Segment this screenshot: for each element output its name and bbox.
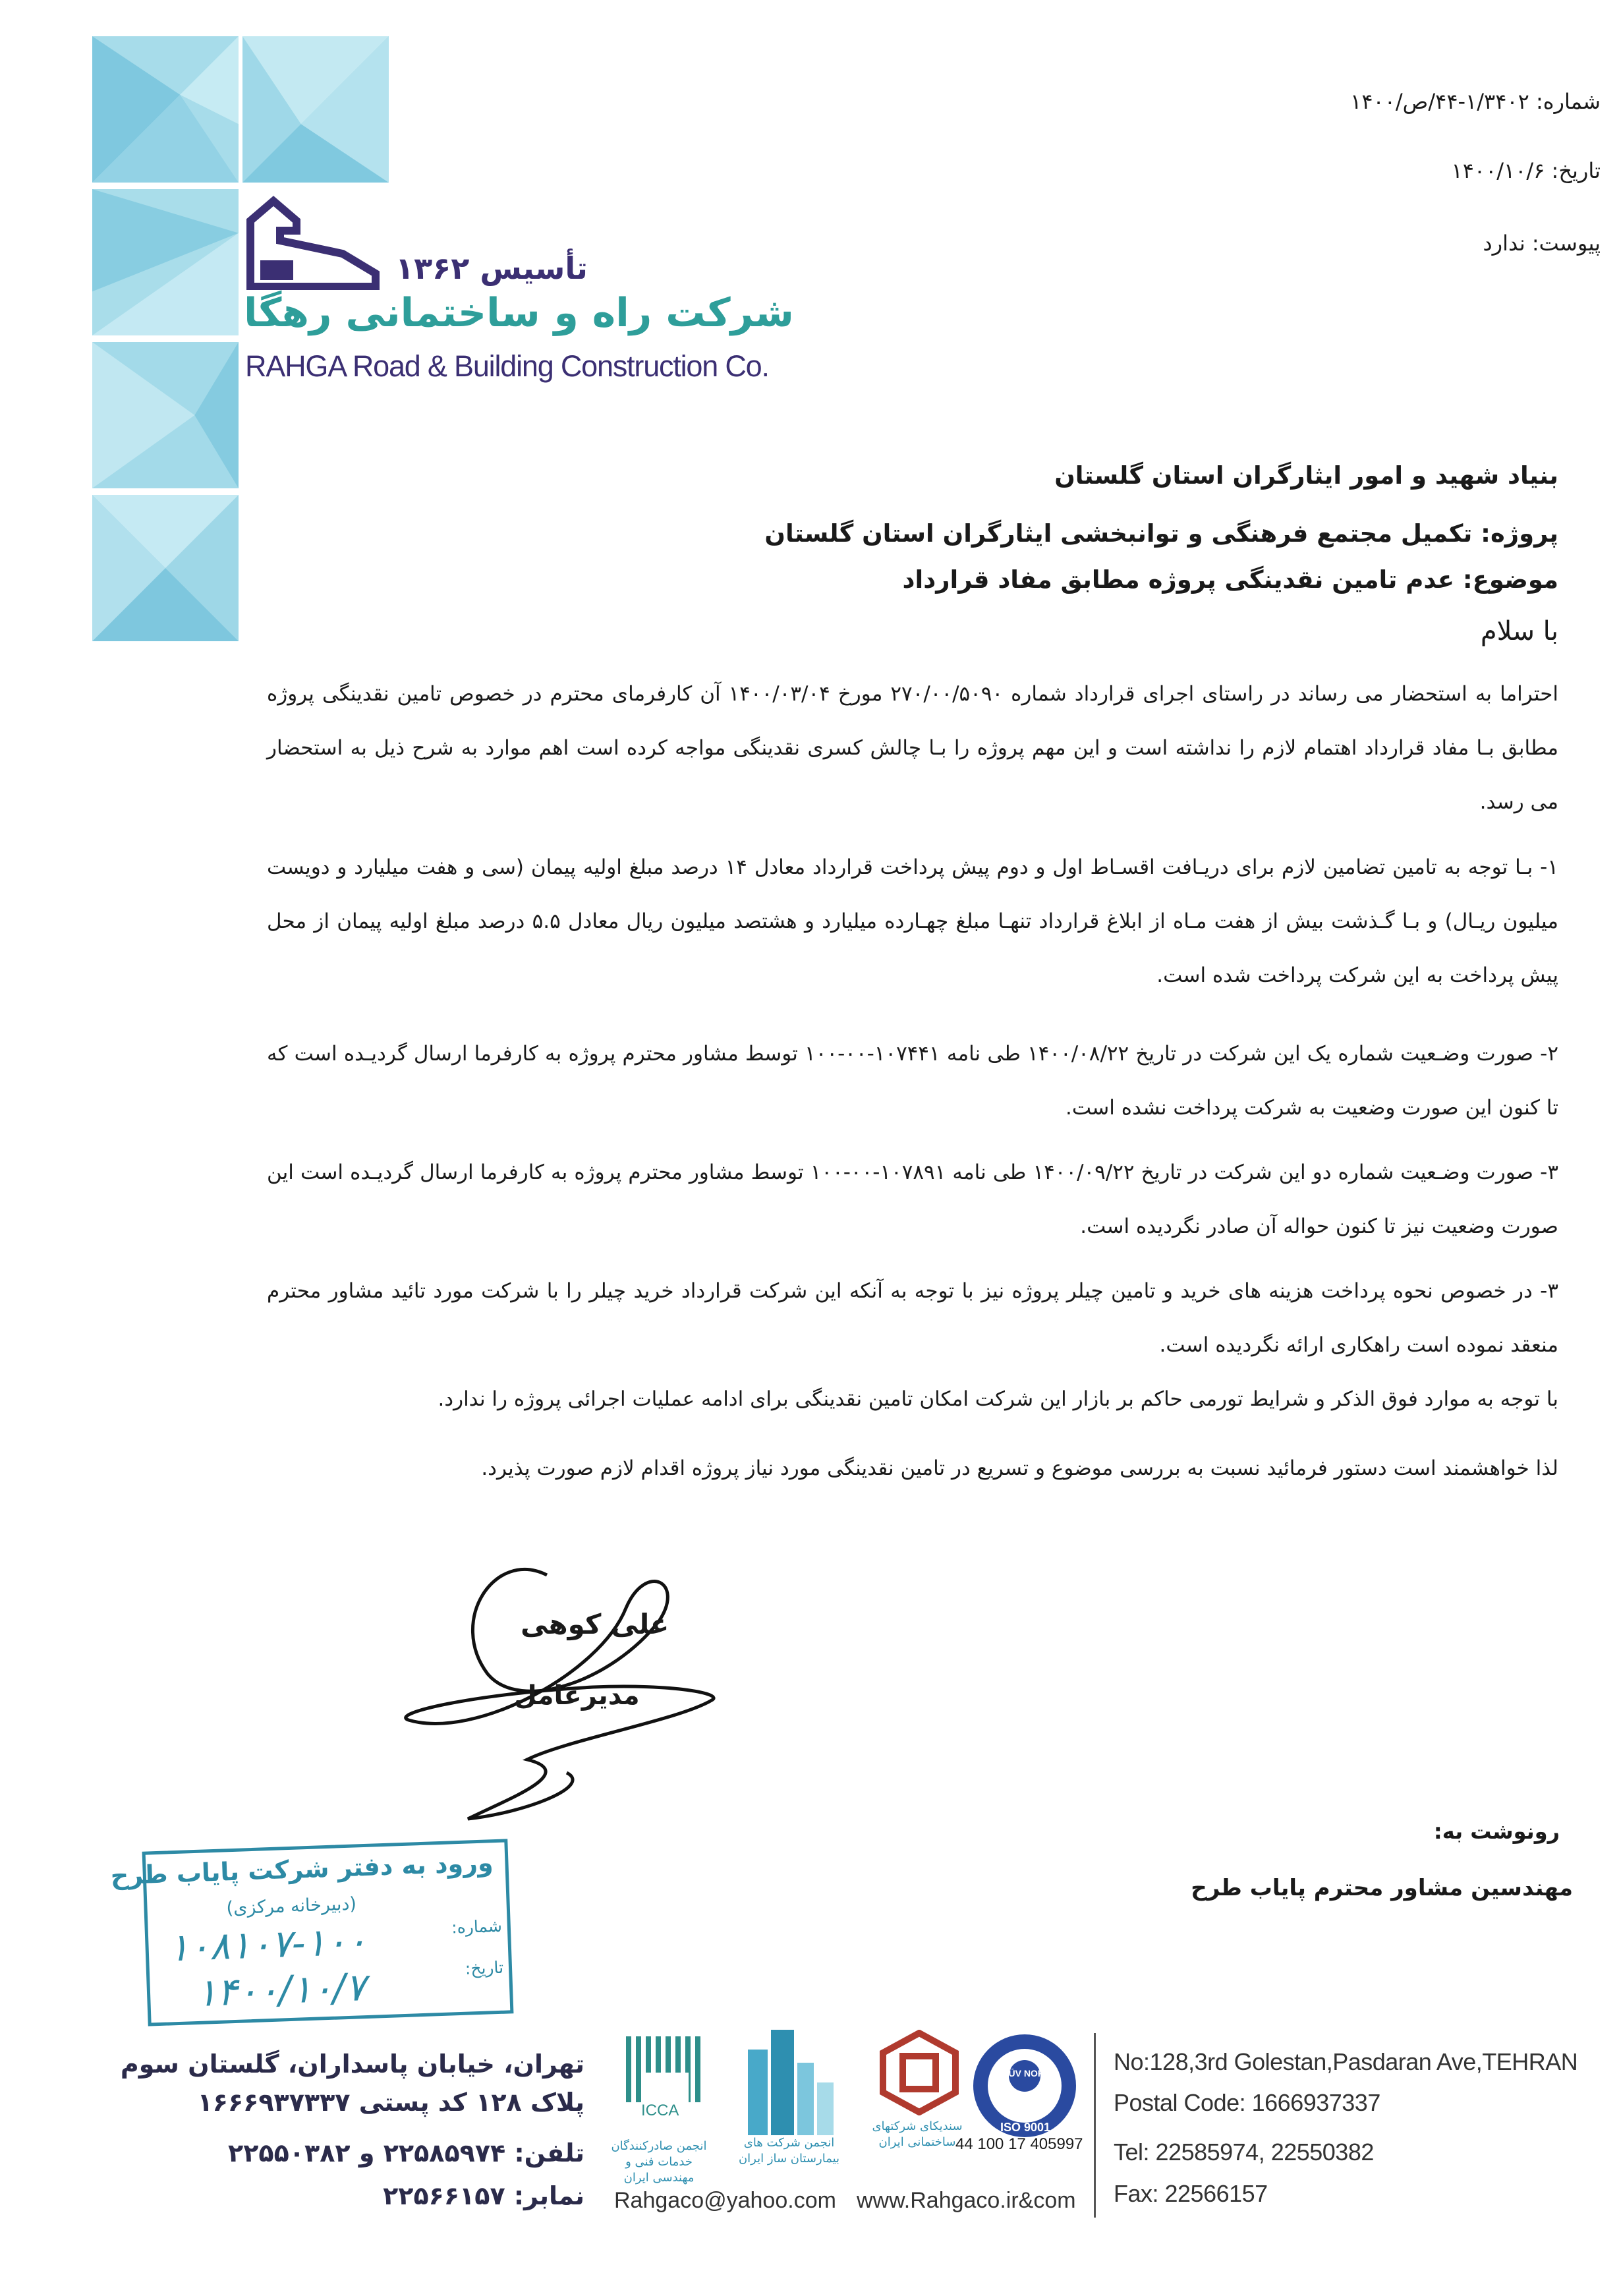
footer-postal-en: Postal Code: 1666937337	[1114, 2089, 1380, 2116]
body-item-2: ۲- صورت وضـعیت شماره یک این شرکت در تاریخ ۱۴۰۰/۰۸/۲۲ طی نامه ۱۰۷۴۴۱-۰۰-۱۰۰ توسط مشاور محترم پروژه به کارفرما ارسال گردیـده است که تا کنون این صورت وضعیت به شرکت پرداخت نشده است.	[267, 1042, 1558, 1120]
stamp-date-handwritten: ۱۴۰۰/۱۰/۷	[195, 1965, 367, 2015]
hospital-building-icon	[741, 2030, 840, 2135]
decorative-tile	[92, 342, 239, 488]
footer-fax-fa: نمابر: ۲۲۵۶۶۱۵۷	[383, 2181, 584, 2210]
greeting: با سلام	[1480, 616, 1558, 646]
closing-paragraph-2: لذا خواهشمند است دستور فرمائید نسبت به بررسی موضوع و تسریع در تامین نقدینگی مورد نیاز پروژه اقدام لازم صورت پذیرد.	[481, 1456, 1558, 1480]
footer-phone-fa: تلفن: ۲۲۵۸۵۹۷۴ و ۲۲۵۵۰۳۸۲	[228, 2138, 584, 2167]
body-intro: احتراما به استحضار می رساند در راستای اجرای قرارداد شماره ۲۷۰/۰۰/۵۰۹۰ مورخ ۱۴۰۰/۰۳/۰۴ آن کارفرمای محترم در خصوص تامین نقدینگی پروژه مطابق بـا مفاد قرارداد اهتمام لازم را نداشته است و این مهم پروژه را بـا چالش کسری نقدینگی مواجه کرده است اهم موارد به شرح ذیل به استحضار می رسد.	[267, 682, 1558, 814]
footer-association-1: انجمن صادرکنندگان خدمات فنی و مهندسی ایران	[611, 2139, 707, 2185]
footer-tel-en: Tel: 22585974, 22550382	[1114, 2138, 1374, 2166]
rahga-logo-mark-icon	[244, 194, 382, 290]
signatory-title: مدیرعامل	[514, 1680, 640, 1711]
footer-address-en: No:128,3rd Golestan,Pasdaran Ave,TEHRAN	[1114, 2048, 1578, 2075]
decorative-tile	[242, 36, 389, 183]
syndicate-emblem-icon	[876, 2030, 962, 2115]
signatory-name: علی کوهی	[521, 1608, 669, 1640]
received-stamp	[109, 1839, 514, 2026]
footer-association-3: سندیکای شرکتهای ساختمانی ایران	[872, 2119, 963, 2149]
stamp-subtitle: (دبیرخانه مرکزی)	[226, 1893, 357, 1919]
founded-year: تأسیس ۱۳۶۲	[395, 250, 588, 286]
body-item-4: ۳- در خصوص نحوه پرداخت هزینه های خرید و تامین چیلر پروژه نیز با توجه به آنکه این شرکت قرارداد خرید چیلر را با شرکت مورد تائید مشاور محترم منعقد نموده است راهکاری ارائه نگردیده است.	[267, 1279, 1558, 1357]
body-item-3: ۳- صورت وضـعیت شماره دو این شرکت در تاریخ ۱۴۰۰/۰۹/۲۲ طی نامه ۱۰۷۸۹۱-۰۰-۱۰۰ توسط مشاور محترم پروژه به کارفرما ارسال گردیـده است این صورت وضعیت نیز تا کنون حواله آن صادر نگردیده است.	[267, 1161, 1558, 1238]
footer-association-2: انجمن شرکت های بیمارستان ساز ایران	[738, 2136, 840, 2166]
cc-label: رونوشت به:	[1433, 1819, 1560, 1844]
closing-paragraph-1: با توجه به موارد فوق الذکر و شرایط تورمی حاکم بر بازار این شرکت امکان تامین نقدینگی برای ادامه عملیات اجرائی پروژه را ندارد.	[438, 1387, 1558, 1411]
letter-number: شماره: ۱/۳۴۰۲-۴۴/ص/۱۴۰۰	[1350, 89, 1601, 114]
decorative-tile	[92, 495, 239, 641]
subject-line: موضوع: عدم تامین نقدینگی پروژه مطابق مفاد قرارداد	[902, 565, 1558, 594]
icca-building-icon	[623, 2033, 708, 2106]
cc-recipient: مهندسین مشاور محترم پایاب طرح	[1191, 1875, 1573, 1901]
stamp-number-handwritten: ۱۰۸۱۰۷-۱۰۰	[167, 1918, 368, 1970]
decorative-tile	[92, 189, 239, 335]
company-name-fa: شرکت راه و ساختمانی رهگا	[244, 290, 794, 336]
body-item-1: ۱- بـا توجه به تامین تضامین لازم برای دریـافت اقسـاط اول و دوم پیش پرداخت قرارداد معادل ۱۴ درصد مبلغ اولیه پیمان (سی و هفت میلیارد و دویست میلیون ریـال) و بـا گـذشت بیش از هفت مـاه از ابلاغ قرارداد تنهـا مبلغ چهـارده میلیارد و هشتصد میلیون ریال معادل ۵.۵ درصد مبلغ اولیه پیمان از محل پیش پرداخت به این شرکت پرداخت شده است.	[267, 855, 1558, 987]
stamp-date-label: تاریخ:	[465, 1957, 504, 1978]
letter-date: تاریخ: ۱۴۰۰/۱۰/۶	[1451, 158, 1601, 183]
footer-address-fa-2: پلاک ۱۲۸ کد پستی ۱۶۶۶۹۳۷۳۳۷	[197, 2088, 584, 2117]
tuv-iso-logo: TÜV NORD ISO 9001	[969, 2030, 1081, 2142]
footer-divider	[1094, 2033, 1096, 2218]
footer-email[interactable]: Rahgaco@yahoo.com	[614, 2188, 836, 2213]
icca-logo: ICCA	[623, 2033, 708, 2132]
footer-website[interactable]: www.Rahgaco.ir&com	[857, 2188, 1076, 2213]
letter-attachment: پیوست: ندارد	[1483, 231, 1601, 256]
decorative-tile	[92, 36, 239, 183]
hospital-builders-logo	[741, 2030, 840, 2135]
company-name-en: RAHGA Road & Building Construction Co.	[245, 349, 769, 383]
addressee: بنیاد شهید و امور ایثارگران استان گلستان	[1054, 461, 1558, 490]
footer-address-fa-1: تهران، خیابان پاسداران، گلستان سوم	[120, 2050, 584, 2079]
footer-fax-en: Fax: 22566157	[1114, 2180, 1268, 2207]
stamp-title: ورود به دفتر شرکت پایاب طرح	[109, 1848, 494, 1891]
signature	[395, 1522, 751, 1825]
stamp-number-label: شماره:	[451, 1916, 503, 1937]
project-line: پروژه: تکمیل مجتمع فرهنگی و توانبخشی ایثارگران استان گلستان	[764, 519, 1558, 548]
iso-certificate-number: 44 100 17 405997	[955, 2135, 1083, 2153]
construction-syndicate-logo	[876, 2030, 962, 2115]
signature-scribble-icon	[395, 1522, 751, 1825]
